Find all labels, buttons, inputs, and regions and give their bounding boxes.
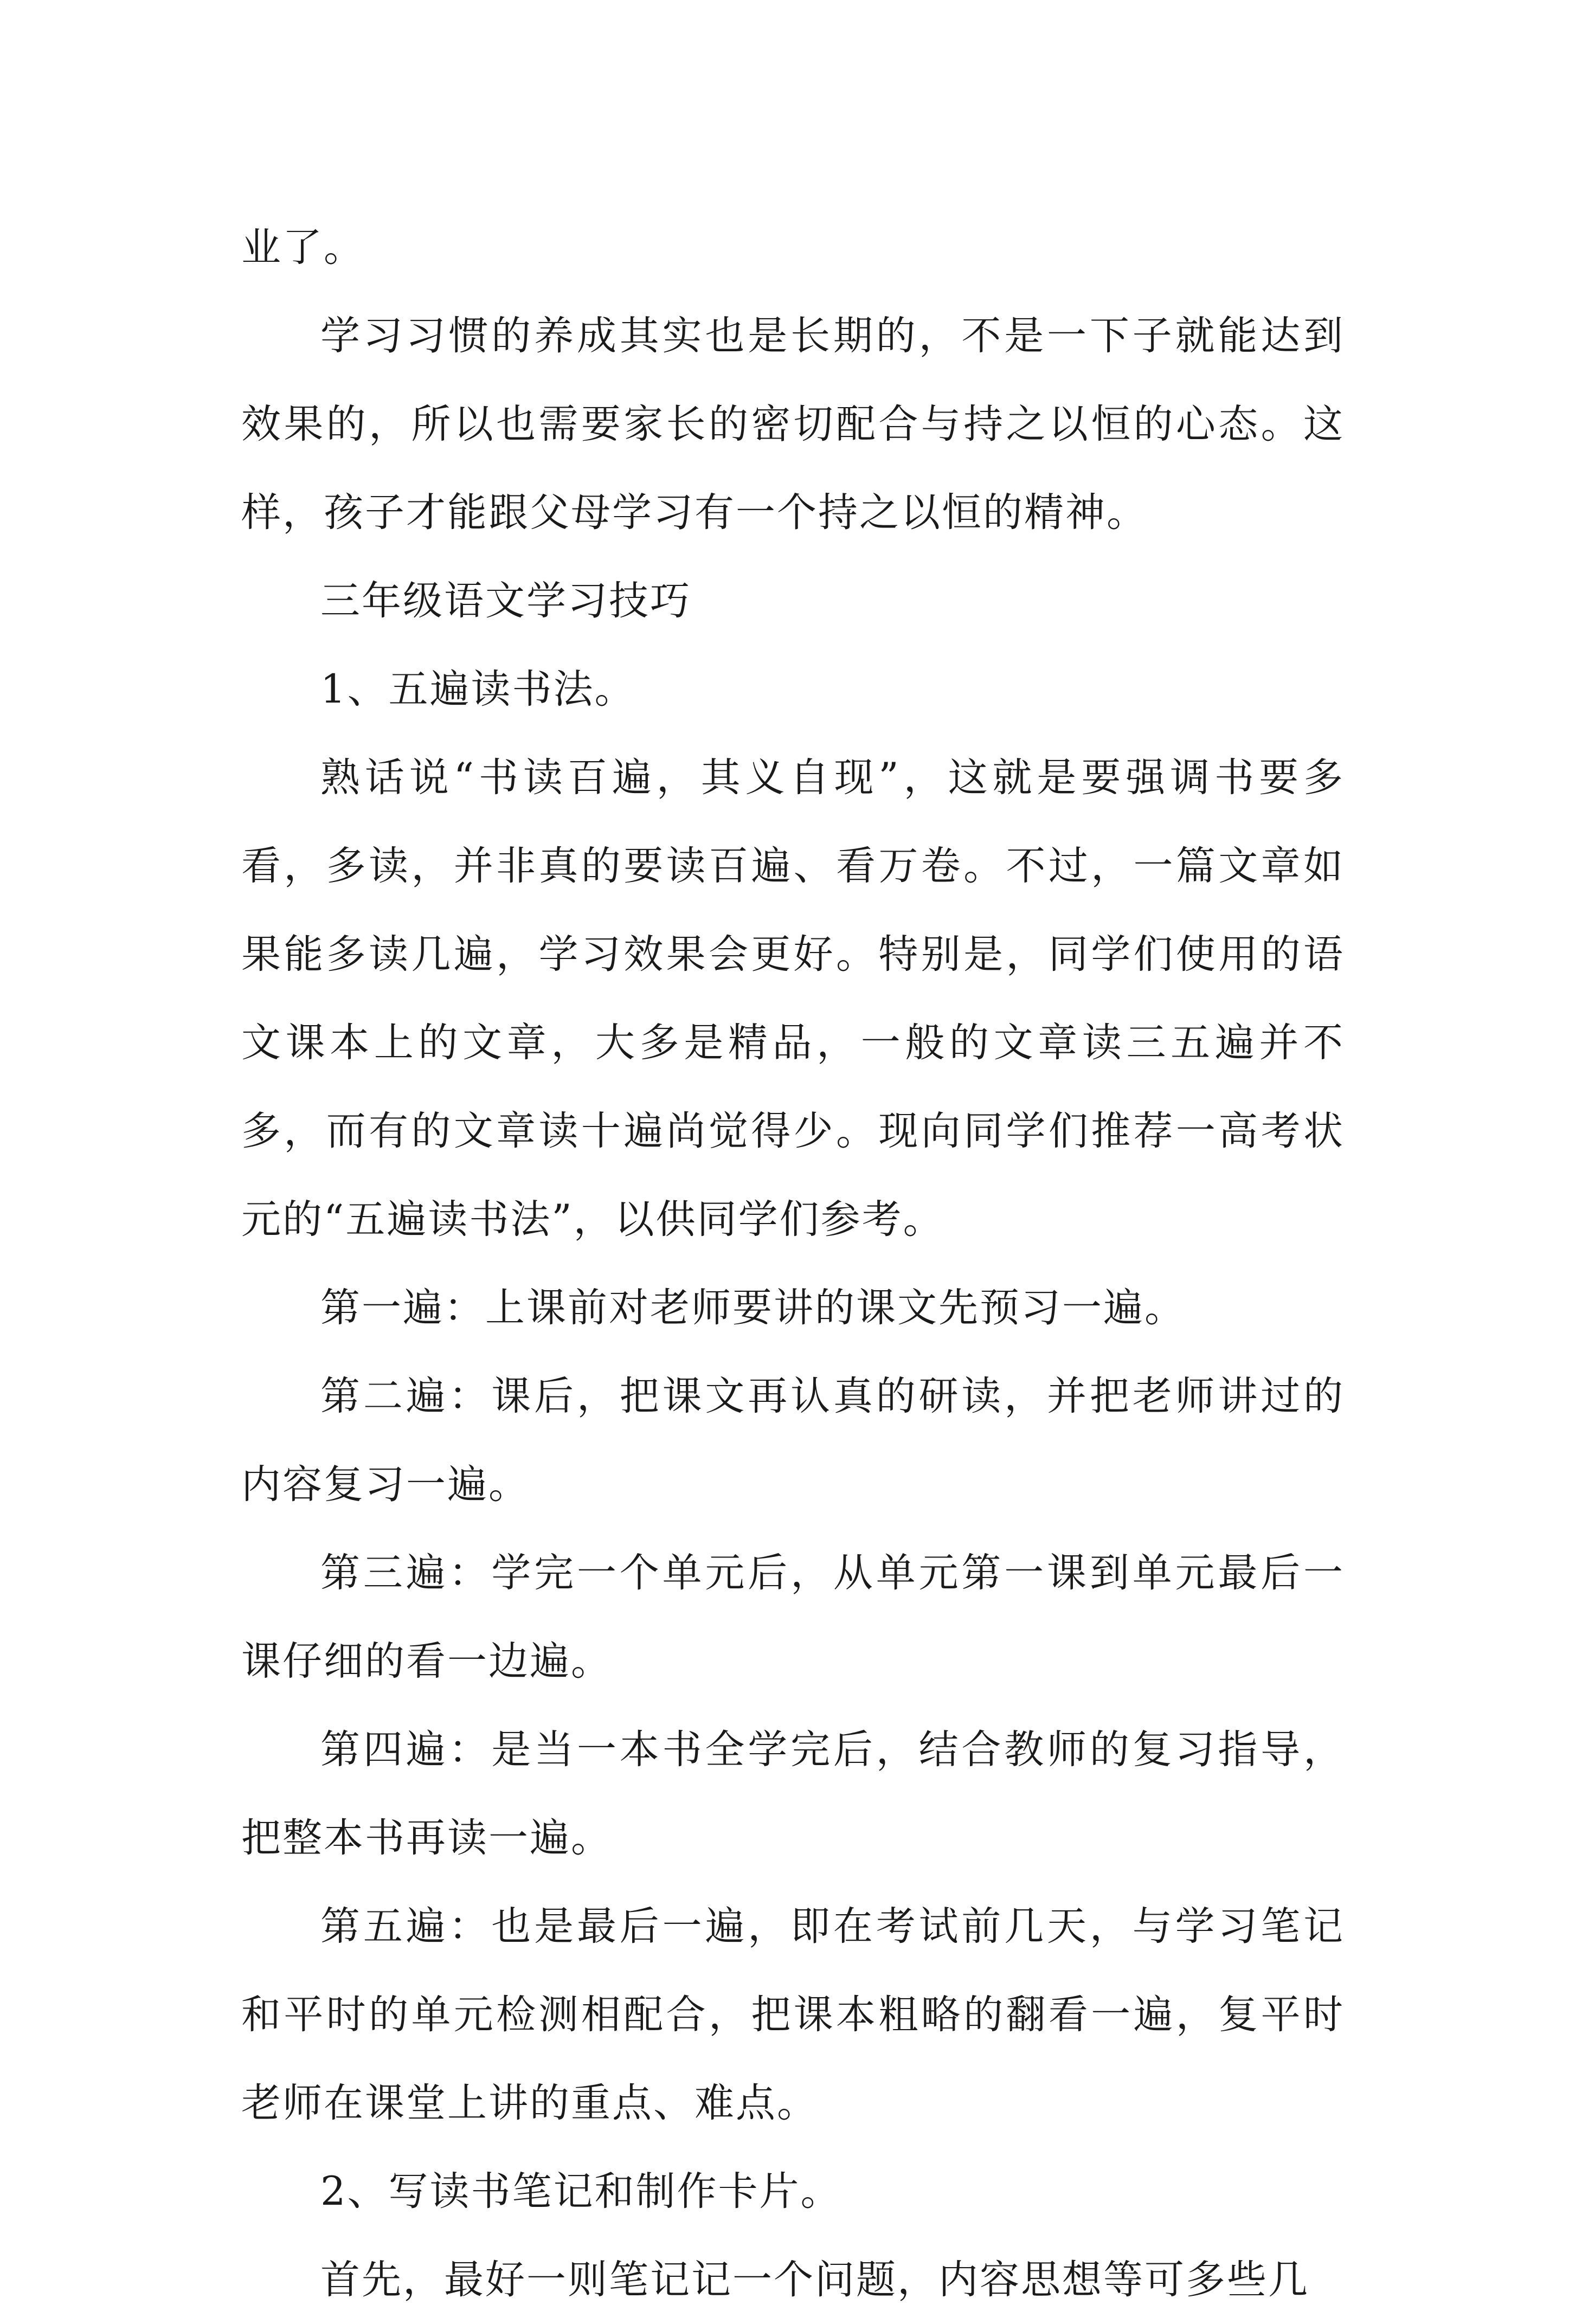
paragraph-five-readings-intro: 熟话说“书读百遍，其义自现”，这就是要强调书要多看，多读，并非真的要读百遍、看万卷。不过，一篇文章如果能多读几遍，学习效果会更好。特别是，同学们使用的语文课本上的文章，大多是精品，一般的文章读三五遍并不多，而有的文章读十遍尚觉得少。现向同学们推荐一高考状元的“五遍读书法”，以供同学们参考。 bbox=[241, 755, 1345, 1243]
paragraph-reading-3: 第三遍：学完一个单元后，从单元第一课到单元最后一课仔细的看一边遍。 bbox=[241, 1550, 1345, 1684]
section-heading: 三年级语文学习技巧 bbox=[320, 578, 691, 624]
paragraph-reading-5: 第五遍：也是最后一遍，即在考试前几天，与学习笔记和平时的单元检测相配合，把课本粗略的翻看一遍，复平时老师在课堂上讲的重点、难点。 bbox=[241, 1903, 1345, 2126]
paragraph-continuation: 业了。 bbox=[241, 224, 365, 271]
document-page bbox=[241, 203, 1345, 2324]
list-item-heading-2: 2、写读书笔记和制作卡片。 bbox=[320, 2168, 842, 2214]
paragraph-reading-2: 第二遍：课后，把课文再认真的研读，并把老师讲过的内容复习一遍。 bbox=[241, 1373, 1345, 1508]
paragraph-notes: 首先，最好一则笔记记一个问题，内容思想等可多些几 bbox=[320, 2257, 1309, 2303]
paragraph-study-habits: 学习习惯的养成其实也是长期的，不是一下子就能达到效果的，所以也需要家长的密切配合与持之以恒的心态。这样，孩子才能跟父母学习有一个持之以恒的精神。 bbox=[241, 313, 1345, 536]
paragraph-reading-4: 第四遍：是当一本书全学完后，结合教师的复习指导，把整本书再读一遍。 bbox=[241, 1727, 1345, 1861]
list-item-heading-1: 1、五遍读书法。 bbox=[320, 666, 636, 712]
paragraph-reading-1: 第一遍：上课前对老师要讲的课文先预习一遍。 bbox=[320, 1285, 1186, 1331]
